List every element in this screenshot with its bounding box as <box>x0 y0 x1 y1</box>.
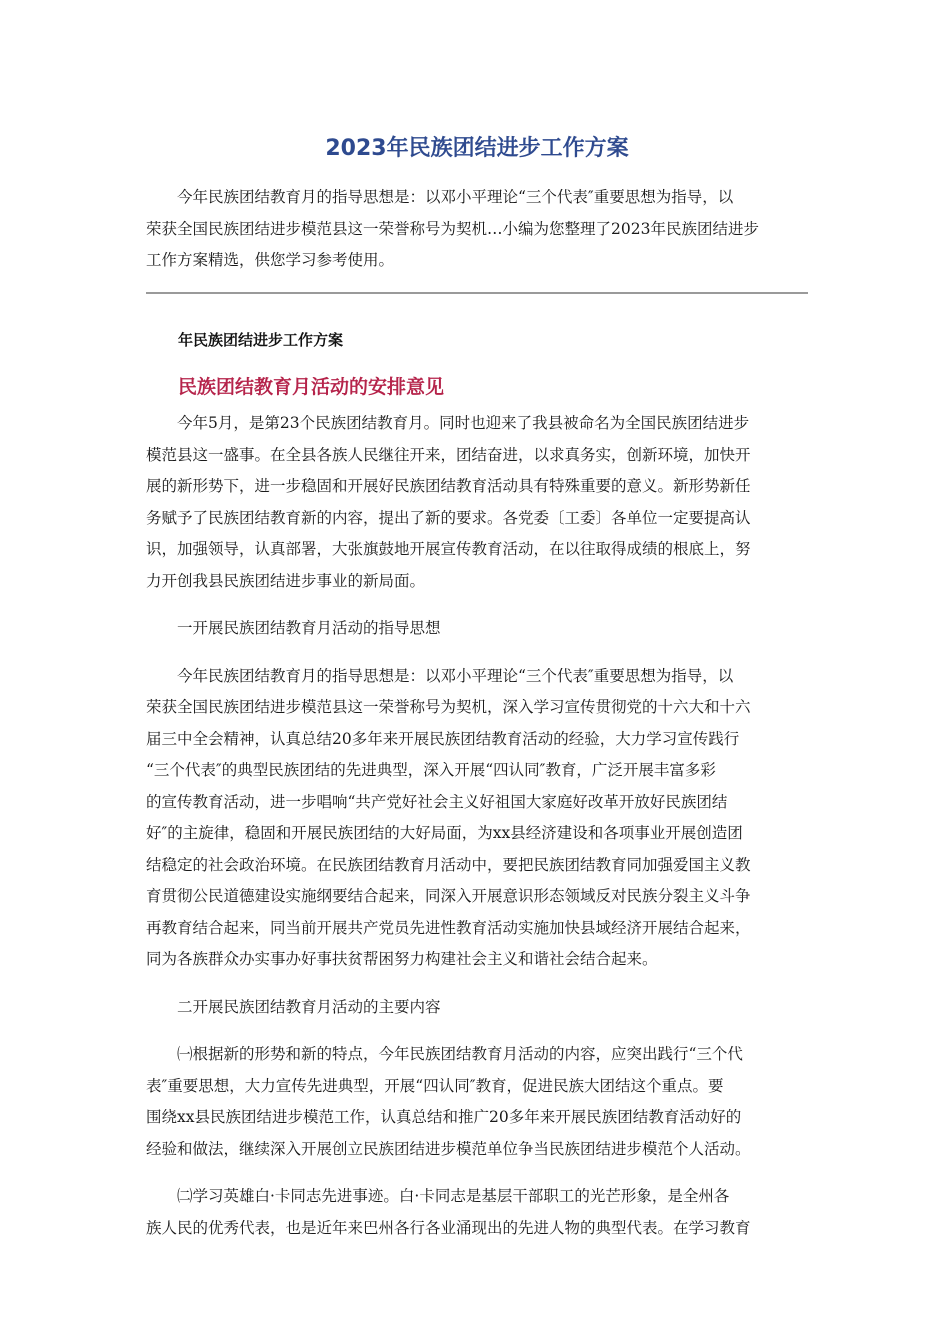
section-divider <box>146 292 808 294</box>
section-heading: 民族团结教育月活动的安排意见 <box>178 376 445 398</box>
document-title: 2023年民族团结进步工作方案 <box>325 136 629 161</box>
paragraph-line: 今年民族团结教育月的指导思想是：以邓小平理论“三个代表″重要思想为指导，以 <box>177 666 734 685</box>
paragraph-line: 届三中全会精神，认真总结20多年来开展民族团结教育活动的经验，大力学习宣传践行 <box>146 729 740 748</box>
intro-line: 荣获全国民族团结进步模范县这一荣誉称号为契机…小编为您整理了2023年民族团结进步 <box>146 219 759 238</box>
paragraph-line: “三个代表″的典型民族团结的先进典型，深入开展“四认同″教育，广泛开展丰富多彩 <box>146 761 716 779</box>
paragraph-line: 再教育结合起来，同当前开展共产党员先进性教育活动实施加快县域经济开展结合起来， <box>146 918 751 937</box>
paragraph-line: 务赋予了民族团结教育新的内容，提出了新的要求。各党委〔工委〕各单位一定要提高认 <box>146 508 751 527</box>
intro-line: 今年民族团结教育月的指导思想是：以邓小平理论“三个代表″重要思想为指导，以 <box>177 188 734 206</box>
paragraph-line: 族人民的优秀代表，也是近年来巴州各行各业涌现出的先进人物的典型代表。在学习教育 <box>146 1218 751 1237</box>
paragraph-line: 识，加强领导，认真部署，大张旗鼓地开展宣传教育活动，在以往取得成绩的根底上，努 <box>146 540 751 558</box>
intro-text <box>146 182 808 277</box>
body-paragraph <box>146 613 808 645</box>
paragraph-line: 围绕xx县民族团结进步模范工作，认真总结和推广20多年来开展民族团结教育活动好的 <box>146 1108 742 1126</box>
body-paragraph <box>146 1181 808 1244</box>
paragraph-line: 今年5月，是第23个民族团结教育月。同时也迎来了我县被命名为全国民族团结进步 <box>177 414 750 432</box>
sub-title: 年民族团结进步工作方案 <box>178 331 344 349</box>
paragraph-line: 一开展民族团结教育月活动的指导思想 <box>177 619 441 637</box>
paragraph-line: 表″重要思想，大力宣传先进典型，开展“四认同″教育，促进民族大团结这个重点。要 <box>146 1076 724 1095</box>
paragraph-line: ㈡学习英雄白·卡同志先进事迹。白·卡同志是基层干部职工的光芒形象，是全州各 <box>177 1187 730 1205</box>
paragraph-line: 展的新形势下，进一步稳固和开展好民族团结教育活动具有特殊重要的意义。新形势新任 <box>146 477 751 495</box>
paragraph-line: 结稳定的社会政治环境。在民族团结教育月活动中，要把民族团结教育同加强爱国主义教 <box>146 855 751 874</box>
paragraph-line: 荣获全国民族团结进步模范县这一荣誉称号为契机，深入学习宣传贯彻党的十六大和十六 <box>146 698 751 716</box>
paragraph-line: ㈠根据新的形势和新的特点，今年民族团结教育月活动的内容，应突出践行“三个代 <box>177 1045 743 1063</box>
intro-line: 工作方案精选，供您学习参考使用。 <box>146 251 395 269</box>
body-paragraph <box>146 992 808 1024</box>
paragraph-line: 育贯彻公民道德建设实施纲要结合起来，同深入开展意识形态领域反对民族分裂主义斗争 <box>146 887 751 905</box>
paragraph-line: 力开创我县民族团结进步事业的新局面。 <box>146 571 426 590</box>
paragraph-line: 好″的主旋律，稳固和开展民族团结的大好局面，为xx县经济建设和各项事业开展创造团 <box>146 824 743 842</box>
body-paragraph <box>146 408 808 597</box>
paragraph-line: 模范县这一盛事。在全县各族人民继往开来，团结奋进，以求真务实，创新环境，加快开 <box>146 445 751 464</box>
body-paragraph <box>146 1039 808 1165</box>
paragraph-line: 的宣传教育活动，进一步唱响“共产党好社会主义好祖国大家庭好改革开放好民族团结 <box>146 792 728 811</box>
body-content <box>146 408 808 1244</box>
body-paragraph <box>146 661 808 976</box>
paragraph-line: 二开展民族团结教育月活动的主要内容 <box>177 997 441 1016</box>
paragraph-line: 经验和做法，继续深入开展创立民族团结进步模范单位争当民族团结进步模范个人活动。 <box>146 1139 751 1158</box>
paragraph-line: 同为各族群众办实事办好事扶贫帮困努力构建社会主义和谐社会结合起来。 <box>146 950 658 968</box>
intro-paragraph <box>146 182 808 277</box>
